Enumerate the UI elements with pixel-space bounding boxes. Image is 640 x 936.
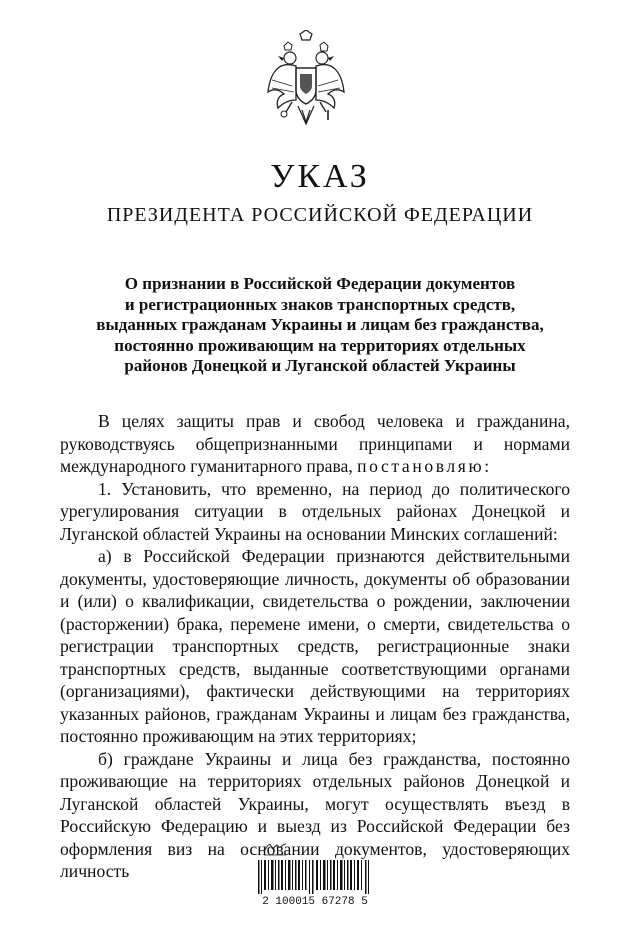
heading-line: и регистрационных знаков транспортных средств, bbox=[124, 294, 516, 314]
decree-body bbox=[60, 410, 570, 883]
signature-mark-icon bbox=[262, 840, 288, 856]
double-headed-eagle-emblem-icon bbox=[266, 30, 346, 140]
heading-line: О признании в Российской Федерации документов bbox=[124, 274, 516, 293]
intro-end: : bbox=[484, 456, 490, 476]
barcode-number: 2 100015 67278 5 bbox=[262, 896, 368, 908]
intro-paragraph bbox=[60, 410, 570, 478]
paragraph-1: 1. Установить, что временно, на период до политического урегулирования ситуации в отдельных районах Донецкой и Луганской областей Украины на основании Минских соглашений: bbox=[60, 478, 570, 544]
decree-heading bbox=[90, 274, 550, 377]
paragraph-b: б) граждане Украины и лица без гражданства, постоянно проживающие на территориях отдельных районов Донецкой и Луганской областей Украины, могут осуществлять въезд в Российскую Федерацию и выезд из Российской Федерации без оформления виз на основании документов, удостоверяющих личность bbox=[60, 748, 570, 881]
barcode-icon bbox=[258, 860, 370, 894]
document-subtitle: ПРЕЗИДЕНТА РОССИЙСКОЙ ФЕДЕРАЦИИ bbox=[106, 204, 534, 226]
barcode-stamp bbox=[250, 840, 380, 930]
heading-line: постоянно проживающим на территориях отдельных bbox=[114, 335, 526, 355]
heading-line: выданных гражданам Украины и лицам без гражданства, bbox=[96, 315, 544, 334]
heading-line: районов Донецкой и Луганской областей Украины bbox=[124, 356, 516, 375]
document-title: УКАЗ bbox=[270, 158, 370, 195]
intro-text: В целях защиты прав и свобод человека и гражданина, руководствуясь общепризнанными принципами и нормами международного гуманитарного права, bbox=[60, 411, 570, 476]
intro-resolve-word: постановляю bbox=[357, 456, 485, 476]
paragraph-a: а) в Российской Федерации признаются действительными документы, удостоверяющие личность, документы об образовании и (или) о квалификации, свидетельства о рождении, заключении (расторжении) брака, перемене имени, о смерти, свидетельства о регистрации транспортных средств, регистрационные знаки транспортных средств, выданные соответствующими органами (организациями), фактически действующими на территориях указанных районов, гражданам Украины и лицам без гражданства, постоянно проживающим на этих территориях; bbox=[60, 546, 570, 746]
